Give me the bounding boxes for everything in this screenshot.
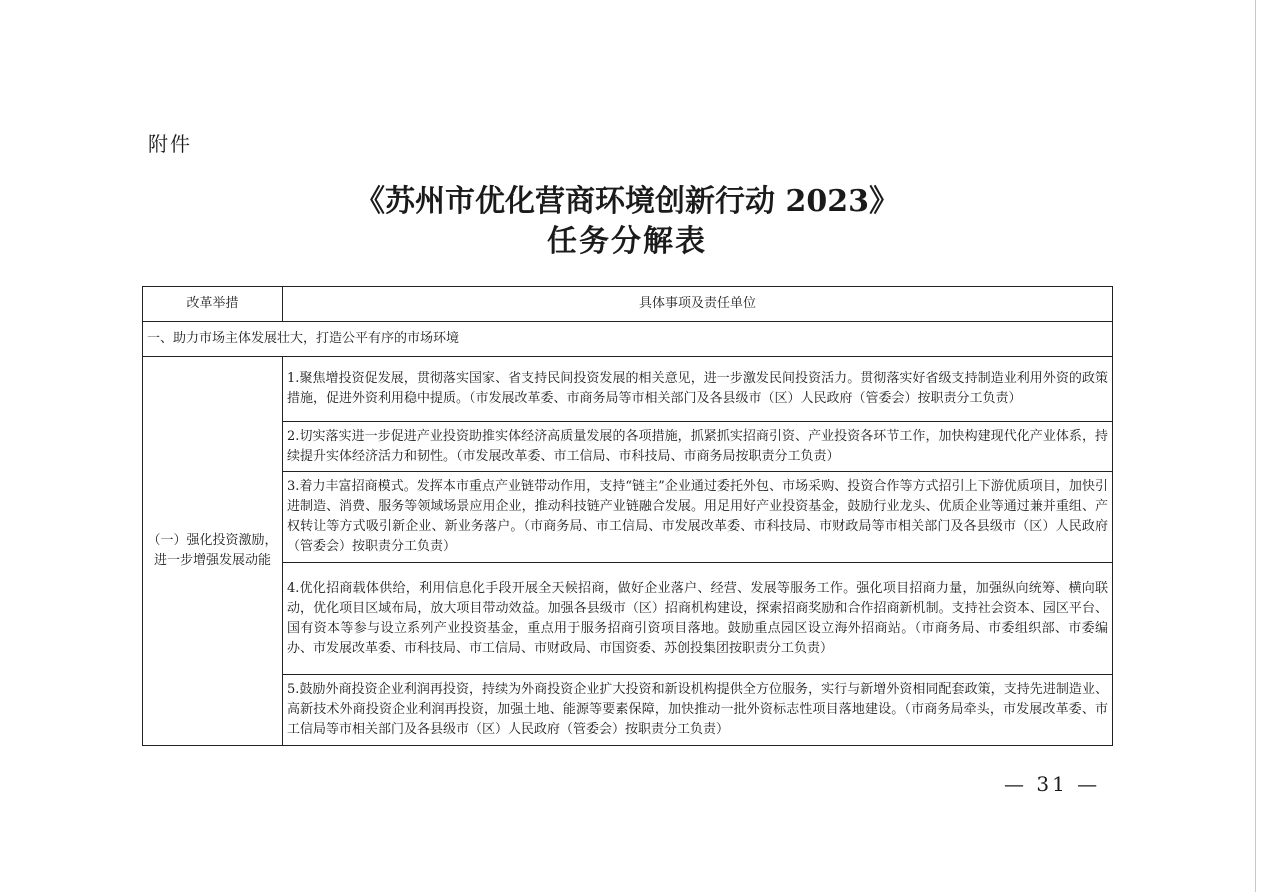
table-row [143,357,1113,422]
task-item-5: 5.鼓励外商投资企业利润再投资，持续为外商投资企业扩大投资和新设机构提供全方位服务，实行与新增外资相同配套政策，支持先进制造业、高新技术外商投资企业利润再投资，加强土地、能源等要素保障，加快推动一批外资标志性项目落地建设。（市商务局牵头，市发展改革委、市工信局等市相关部门及各县级市（区）人民政府（管委会）按职责分工负责） [283,675,1113,746]
header-items: 具体事项及责任单位 [283,287,1113,322]
table-header-row [143,287,1113,322]
task-item-4: 4.优化招商载体供给，利用信息化手段开展全天候招商，做好企业落户、经营、发展等服务工作。强化项目招商力量，加强纵向统筹、横向联动，优化项目区域布局，放大项目带动效益。加强各县级市（区）招商机构建设，探索招商奖励和合作招商新机制。支持社会资本、园区平台、国有资本等参与设立系列产业投资基金，重点用于服务招商引资项目落地。鼓励重点园区设立海外招商站。（市商务局、市委组织部、市委编办、市发展改革委、市科技局、市工信局、市财政局、市国资委、苏创投集团按职责分工负责） [283,563,1113,675]
task-item-3: 3.着力丰富招商模式。发挥本市重点产业链带动作用，支持“链主”企业通过委托外包、市场采购、投资合作等方式招引上下游优质项目，加快引进制造、消费、服务等领域场景应用企业，推动科技链产业链融合发展。用足用好产业投资基金，鼓励行业龙头、优质企业等通过兼并重组、产权转让等方式吸引新企业、新业务落户。（市商务局、市工信局、市发展改革委、市科技局、市财政局等市相关部门及各县级市（区）人民政府（管委会）按职责分工负责） [283,472,1113,563]
table-row [143,472,1113,563]
task-item-2: 2.切实落实进一步促进产业投资助推实体经济高质量发展的各项措施，抓紧抓实招商引资、产业投资各环节工作，加快构建现代化产业体系，持续提升实体经济活力和韧性。（市发展改革委、市工信局、市科技局、市商务局按职责分工负责） [283,422,1113,472]
table-row [143,422,1113,472]
table-row [143,563,1113,675]
table-row [143,675,1113,746]
header-measure: 改革举措 [143,287,283,322]
task-item-1: 1.聚焦增投资促发展，贯彻落实国家、省支持民间投资发展的相关意见，进一步激发民间投资活力。贯彻落实好省级支持制造业利用外资的政策措施，促进外资利用稳中提质。（市发展改革委、市商务局等市相关部门及各县级市（区）人民政府（管委会）按职责分工负责） [283,357,1113,422]
section-title: 一、助力市场主体发展壮大，打造公平有序的市场环境 [143,322,1113,357]
document-title: 《苏州市优化营商环境创新行动 2023》 [355,184,899,219]
measure-cell: （一）强化投资激励，进一步增强发展动能 [143,357,283,746]
section-row [143,322,1113,357]
task-table [142,286,1113,746]
page-edge-line [1255,0,1256,892]
document-subtitle: 任务分解表 [547,224,707,259]
page-number: — 31 — [1004,772,1101,796]
annex-label: 附件 [148,132,192,156]
